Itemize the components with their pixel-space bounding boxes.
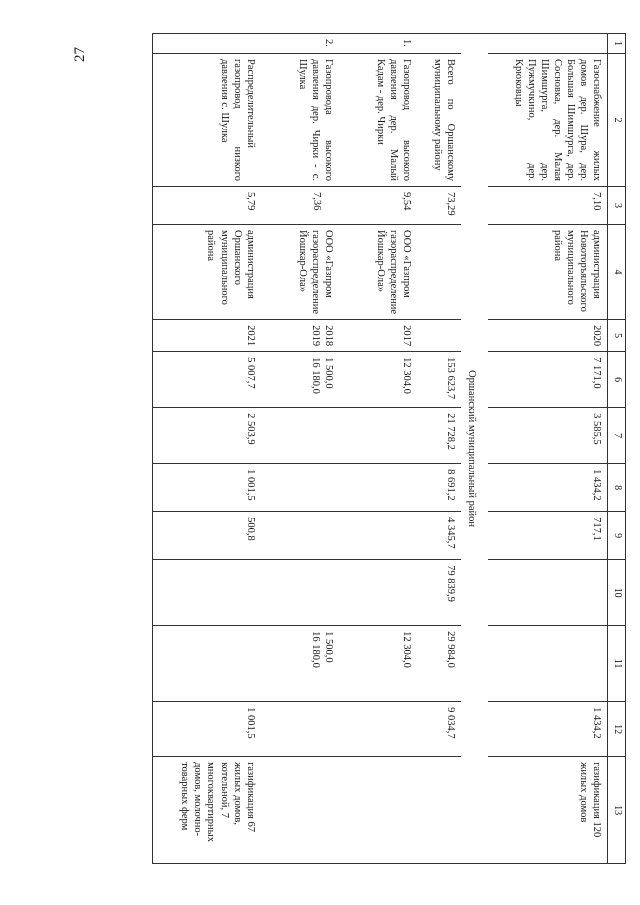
- region-row: [461, 34, 488, 864]
- year: 2020: [488, 320, 608, 352]
- amount-col-12: 9 034,7: [417, 702, 461, 757]
- total-amount: 5 007,7: [153, 352, 261, 408]
- amount-col-10: [339, 560, 417, 626]
- length-km: 7,36: [261, 187, 339, 225]
- row-number: 1.: [339, 34, 417, 54]
- result-description: [261, 757, 339, 864]
- result-description: [339, 757, 417, 864]
- header-cell: 10: [608, 560, 626, 626]
- amount-col-7: [261, 408, 339, 464]
- amount-col-7: 3 585,5: [488, 408, 608, 464]
- header-cell: 6: [608, 352, 626, 408]
- total-amount: 12 304,0: [339, 352, 417, 408]
- amount-col-11: [488, 626, 608, 702]
- amount-col-12: [339, 702, 417, 757]
- table-row: [339, 34, 417, 864]
- table-row: [417, 34, 461, 864]
- header-cell: 1: [608, 34, 626, 54]
- length-km: 5,79: [153, 187, 261, 225]
- year: 2021: [153, 320, 261, 352]
- amount-col-8: [261, 464, 339, 512]
- object-name: Распределительный газопровод низкого давления с. Шулка: [153, 54, 261, 187]
- amount-col-11: 1 500,0 16 180,0: [261, 626, 339, 702]
- year: 2018 2019: [261, 320, 339, 352]
- length-km: 73,29: [417, 187, 461, 225]
- total-amount: 7 171,0: [488, 352, 608, 408]
- customer: администрация Новоторъяльского муниципального района: [488, 225, 608, 320]
- row-number: 2.: [261, 34, 339, 54]
- amount-col-12: 1 434,2: [488, 702, 608, 757]
- amount-col-8: [339, 464, 417, 512]
- header-cell: 9: [608, 512, 626, 560]
- amount-col-12: [261, 702, 339, 757]
- object-name: Газопровод высокого давления дер. Малый Кадам - дер. Чирки: [339, 54, 417, 187]
- amount-col-8: 8 691,2: [417, 464, 461, 512]
- year: 2017: [339, 320, 417, 352]
- amount-col-8: 1 434,2: [488, 464, 608, 512]
- total-amount: 1 500,0 16 180,0: [261, 352, 339, 408]
- amount-col-10: [488, 560, 608, 626]
- object-name: Газоснабжение жилых домов дер. Шура, дер. Большая Шимшурга, дер. Сосновка, дер. Малая Шимшурга, дер. Пужмучкино, дер. Крюковцы: [488, 54, 608, 187]
- table-row: [488, 34, 608, 864]
- row-number: [417, 34, 461, 54]
- header-cell: 11: [608, 626, 626, 702]
- customer: ООО «Газпром газораспределение Йошкар-Ола»: [339, 225, 417, 320]
- object-name: Газопровода высокого давления дер. Чирки - с. Шулка: [261, 54, 339, 187]
- amount-col-12: 1 001,5: [153, 702, 261, 757]
- amount-col-11: [153, 626, 261, 702]
- header-cell: 7: [608, 408, 626, 464]
- amount-col-7: 21 728,2: [417, 408, 461, 464]
- customer: ООО «Газпром газораспределение Йошкар-Ола»: [261, 225, 339, 320]
- page-number: 27: [72, 47, 88, 62]
- region-title: Оршанский муниципальный район: [461, 34, 488, 864]
- customer: [417, 225, 461, 320]
- table-row: [153, 34, 261, 864]
- amount-col-9: [261, 512, 339, 560]
- header-cell: 3: [608, 187, 626, 225]
- amount-col-10: 79 839,9: [417, 560, 461, 626]
- amount-col-11: 29 984,0: [417, 626, 461, 702]
- amount-col-8: 1 001,5: [153, 464, 261, 512]
- customer: администрация Оршанского муниципального района: [153, 225, 261, 320]
- header-cell: 5: [608, 320, 626, 352]
- row-number: [488, 34, 608, 54]
- header-cell: 4: [608, 225, 626, 320]
- gasification-table: [152, 33, 626, 864]
- amount-col-9: 4 345,7: [417, 512, 461, 560]
- amount-col-7: [339, 408, 417, 464]
- header-cell: 12: [608, 702, 626, 757]
- result-description: газификация 67 жилых домов, котельной, 7 многоквартирных домов, молочно-товарных ферм: [153, 757, 261, 864]
- year: [417, 320, 461, 352]
- object-name: Всего по Оршанскому муниципальному району: [417, 54, 461, 187]
- total-amount: 153 623,7: [417, 352, 461, 408]
- result-description: [417, 757, 461, 864]
- amount-col-7: 2 503,9: [153, 408, 261, 464]
- amount-col-9: 717,1: [488, 512, 608, 560]
- length-km: 7,10: [488, 187, 608, 225]
- amount-col-9: [339, 512, 417, 560]
- header-cell: 13: [608, 757, 626, 864]
- header-cell: 8: [608, 464, 626, 512]
- amount-col-9: 500,8: [153, 512, 261, 560]
- row-number: [153, 34, 261, 54]
- amount-col-11: 12 304,0: [339, 626, 417, 702]
- header-cell: 2: [608, 54, 626, 187]
- table-row: [261, 34, 339, 864]
- length-km: 9,54: [339, 187, 417, 225]
- amount-col-10: [153, 560, 261, 626]
- header-row: [608, 34, 626, 864]
- amount-col-10: [261, 560, 339, 626]
- result-description: газификация 120 жилых домов: [488, 757, 608, 864]
